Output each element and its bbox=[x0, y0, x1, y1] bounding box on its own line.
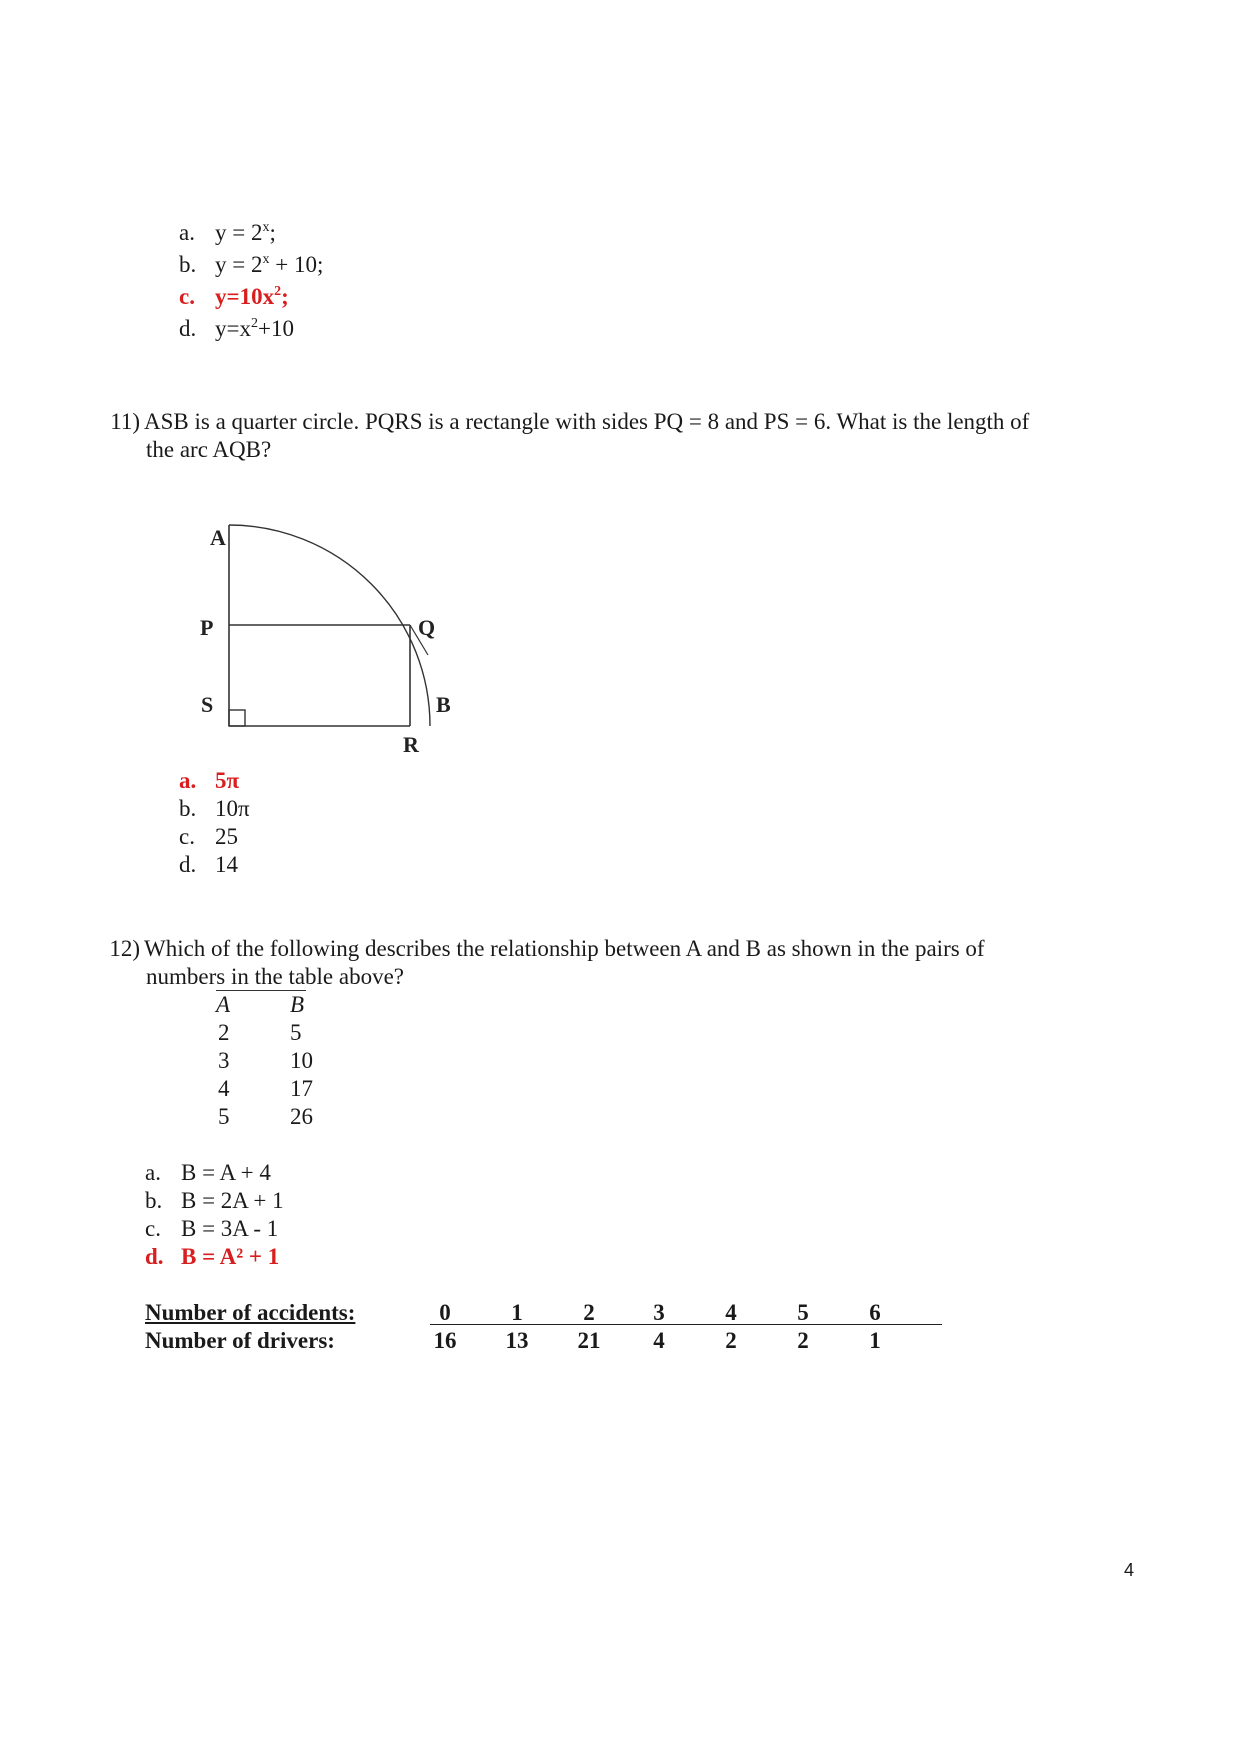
drivers-value: 13 bbox=[505, 1328, 529, 1353]
ab-cell-b: 26 bbox=[290, 1104, 313, 1129]
ab-cell-b: 17 bbox=[290, 1076, 313, 1101]
accidents-value: 3 bbox=[653, 1300, 665, 1325]
accidents-value: 1 bbox=[511, 1300, 523, 1325]
drivers-value: 16 bbox=[433, 1328, 457, 1353]
q11-question: 11) ASB is a quarter circle. PQRS is a rectangle with sides PQ = 8 and PS = 6. What is the length of the arc AQB? bbox=[110, 409, 1030, 462]
ab-cell-a: 5 bbox=[218, 1104, 230, 1129]
label-r: R bbox=[403, 732, 419, 755]
q12-option-d-correct: d. B = A² + 1 bbox=[145, 1244, 280, 1269]
label-q: Q bbox=[418, 615, 436, 640]
label-s: S bbox=[201, 692, 214, 717]
ab-cell-b: 5 bbox=[290, 1020, 302, 1045]
ab-cell-b: 10 bbox=[290, 1048, 313, 1073]
drivers-row-label: Number of drivers: bbox=[145, 1328, 335, 1353]
q11-option-a-correct: a. 5π bbox=[179, 768, 240, 793]
ab-table-header-rule bbox=[216, 990, 306, 991]
label-p: P bbox=[200, 615, 214, 640]
accidents-value: 0 bbox=[439, 1300, 451, 1325]
q12-option-b: b. B = 2A + 1 bbox=[145, 1188, 284, 1213]
ab-cell-a: 3 bbox=[218, 1048, 230, 1073]
label-b: B bbox=[436, 692, 451, 717]
drivers-value: 1 bbox=[869, 1328, 881, 1353]
ab-cell-a: 2 bbox=[218, 1020, 230, 1045]
drivers-value: 2 bbox=[797, 1328, 809, 1353]
q11-option-d: d. 14 bbox=[179, 852, 238, 877]
q11-option-b: b. 10π bbox=[179, 796, 250, 821]
q12-option-c: c. B = 3A - 1 bbox=[145, 1216, 279, 1241]
q11-option-c: c. 25 bbox=[179, 824, 238, 849]
label-a: A bbox=[210, 525, 226, 550]
right-angle-marker bbox=[229, 710, 245, 726]
q12-option-a: a. B = A + 4 bbox=[145, 1160, 271, 1185]
accidents-row-label: Number of accidents: bbox=[145, 1300, 356, 1325]
accidents-value: 6 bbox=[869, 1300, 881, 1325]
drivers-value: 21 bbox=[577, 1328, 601, 1353]
accidents-value: 5 bbox=[797, 1300, 809, 1325]
q10-option-c-correct: c. $y=10x^2$; bbox=[179, 284, 289, 309]
page-number: 4 bbox=[1124, 1560, 1135, 1580]
q10-option-a: a. $y = 2^x$; bbox=[179, 220, 276, 245]
accidents-value: 2 bbox=[583, 1300, 595, 1325]
q10-option-d: d. $y=x^2+10$ bbox=[179, 316, 294, 341]
q12-question: 12) Which of the following describes the relationship between A and B as shown in the pairs of numbers in the table above? bbox=[109, 936, 985, 989]
accidents-value: 4 bbox=[725, 1300, 737, 1325]
quarter-circle-figure bbox=[200, 515, 470, 755]
ab-cell-a: 4 bbox=[218, 1076, 230, 1101]
q10-option-b: b. $y = 2^x + 10$; bbox=[179, 252, 324, 277]
drivers-value: 4 bbox=[653, 1328, 665, 1353]
drivers-value: 2 bbox=[725, 1328, 737, 1353]
ab-header-a: A bbox=[216, 992, 231, 1017]
ab-header-b: B bbox=[290, 992, 305, 1017]
